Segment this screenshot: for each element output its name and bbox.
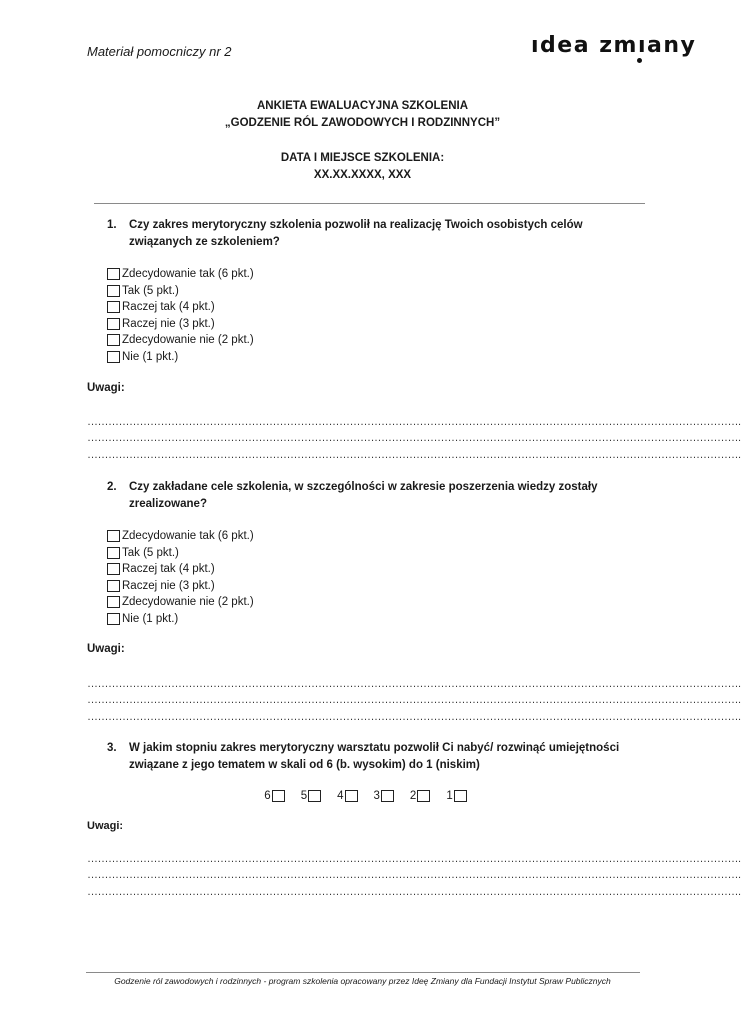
question-text-line1: Czy zakładane cele szkolenia, w szczególności w zakresie poszerzenia wiedzy zostały	[129, 481, 598, 493]
question-number: 1.	[107, 219, 117, 231]
option-row[interactable]	[107, 266, 254, 283]
rating-value: 2	[409, 790, 417, 802]
title-divider	[94, 203, 645, 204]
training-name: „GODZENIE RÓL ZAWODOWYCH I RODZINNYCH”	[224, 117, 501, 129]
remarks-line[interactable]: …………………………………………………………………………………………………………………………………………………………………….	[87, 869, 741, 881]
checkbox[interactable]	[308, 790, 321, 802]
date-place-value: XX.XX.XXXX, XXX	[313, 169, 412, 181]
checkbox[interactable]	[107, 334, 120, 346]
checkbox[interactable]	[272, 790, 285, 802]
checkbox[interactable]	[107, 563, 120, 575]
remarks-label: Uwagi:	[87, 643, 125, 655]
option-label: Zdecydowanie nie (2 pkt.)	[122, 596, 254, 609]
question-2-options	[107, 528, 254, 627]
question-3	[107, 740, 627, 774]
option-label: Nie (1 pkt.)	[122, 612, 179, 625]
option-label: Zdecydowanie tak (6 pkt.)	[122, 530, 254, 543]
question-1-options	[107, 266, 254, 365]
rating-option[interactable]	[446, 790, 468, 802]
footer-divider	[86, 972, 640, 973]
rating-value: 3	[373, 790, 380, 802]
rating-value: 5	[300, 790, 308, 802]
checkbox[interactable]	[107, 580, 120, 592]
checkbox[interactable]	[107, 613, 120, 625]
checkbox[interactable]	[107, 530, 120, 542]
option-label: Zdecydowanie nie (2 pkt.)	[122, 334, 254, 347]
rating-option[interactable]	[410, 790, 432, 802]
option-row[interactable]	[107, 283, 254, 300]
question-text-line1: W jakim stopniu zakres merytoryczny warsztatu pozwolił Ci nabyć/ rozwinąć umiejętności	[129, 742, 620, 754]
date-place-label: DATA I MIEJSCE SZKOLENIA:	[280, 152, 445, 164]
question-text-line2: zrealizowane?	[129, 498, 207, 510]
option-label: Raczej tak (4 pkt.)	[122, 301, 215, 314]
checkbox[interactable]	[107, 318, 120, 330]
option-row[interactable]	[107, 332, 254, 349]
option-label: Raczej nie (3 pkt.)	[122, 317, 215, 330]
option-row[interactable]	[107, 578, 254, 595]
rating-option[interactable]	[374, 790, 396, 802]
remarks-line[interactable]: …………………………………………………………………………………………………………………………………………………………………….	[87, 853, 741, 865]
option-label: Raczej tak (4 pkt.)	[122, 563, 215, 576]
remarks-label: Uwagi:	[87, 382, 125, 394]
question-text-line1: Czy zakres merytoryczny szkolenia pozwolił na realizację Twoich osobistych celów	[129, 219, 583, 231]
checkbox[interactable]	[107, 301, 120, 313]
checkbox[interactable]	[107, 547, 120, 559]
remarks-label: Uwagi:	[87, 820, 124, 832]
checkbox[interactable]	[345, 790, 358, 802]
checkbox[interactable]	[381, 790, 394, 802]
checkbox[interactable]	[107, 351, 120, 363]
question-text-line2: związanych ze szkoleniem?	[129, 236, 280, 248]
logo-dot	[637, 58, 642, 63]
remarks-line[interactable]: …………………………………………………………………………………………………………………………………………………………………….	[87, 886, 741, 898]
question-number: 2.	[107, 481, 117, 493]
remarks-line[interactable]: …………………………………………………………………………………………………………………………………………………………………….	[87, 449, 741, 461]
remarks-line[interactable]: …………………………………………………………………………………………………………………………………………………………………….	[87, 678, 741, 690]
document-label: Materiał pomocniczy nr 2	[87, 44, 232, 59]
option-label: Nie (1 pkt.)	[122, 350, 179, 363]
rating-option[interactable]	[264, 790, 286, 802]
option-label: Tak (5 pkt.)	[122, 546, 179, 559]
footer-text: Godzenie ról zawodowych i rodzinnych - program szkolenia opracowany przez Ideę Zmiany dla Fundacji Instytut Spraw Publicznych	[114, 976, 611, 986]
rating-value: 6	[264, 790, 271, 802]
option-row[interactable]	[107, 349, 254, 366]
rating-option[interactable]	[337, 790, 359, 802]
option-row[interactable]	[107, 561, 254, 578]
option-row[interactable]	[107, 299, 254, 316]
option-label: Tak (5 pkt.)	[122, 284, 179, 297]
checkbox[interactable]	[107, 285, 120, 297]
rating-option[interactable]	[301, 790, 323, 802]
remarks-line[interactable]: …………………………………………………………………………………………………………………………………………………………………….	[87, 432, 741, 444]
rating-value: 4	[337, 790, 344, 802]
question-2	[107, 479, 627, 513]
rating-value: 1	[446, 790, 453, 802]
question-number: 3.	[107, 742, 117, 754]
checkbox[interactable]	[454, 790, 467, 802]
checkbox[interactable]	[107, 268, 120, 280]
remarks-line[interactable]: …………………………………………………………………………………………………………………………………………………………………….	[87, 694, 741, 706]
option-row[interactable]	[107, 611, 254, 628]
option-row[interactable]	[107, 316, 254, 333]
option-row[interactable]	[107, 528, 254, 545]
survey-title: ANKIETA EWALUACYJNA SZKOLENIA	[256, 100, 469, 112]
idea-zmiany-logo: ıdea zmıany	[531, 33, 697, 58]
option-row[interactable]	[107, 594, 254, 611]
checkbox[interactable]	[417, 790, 430, 802]
rating-scale	[0, 790, 725, 802]
question-1	[107, 217, 627, 251]
option-label: Zdecydowanie tak (6 pkt.)	[122, 268, 254, 281]
option-row[interactable]	[107, 545, 254, 562]
remarks-line[interactable]: …………………………………………………………………………………………………………………………………………………………………….	[87, 711, 741, 723]
question-text-line2: związane z jego tematem w skali od 6 (b. wysokim) do 1 (niskim)	[129, 759, 480, 771]
checkbox[interactable]	[107, 596, 120, 608]
option-label: Raczej nie (3 pkt.)	[122, 579, 215, 592]
remarks-line[interactable]: …………………………………………………………………………………………………………………………………………………………………….	[87, 416, 741, 428]
